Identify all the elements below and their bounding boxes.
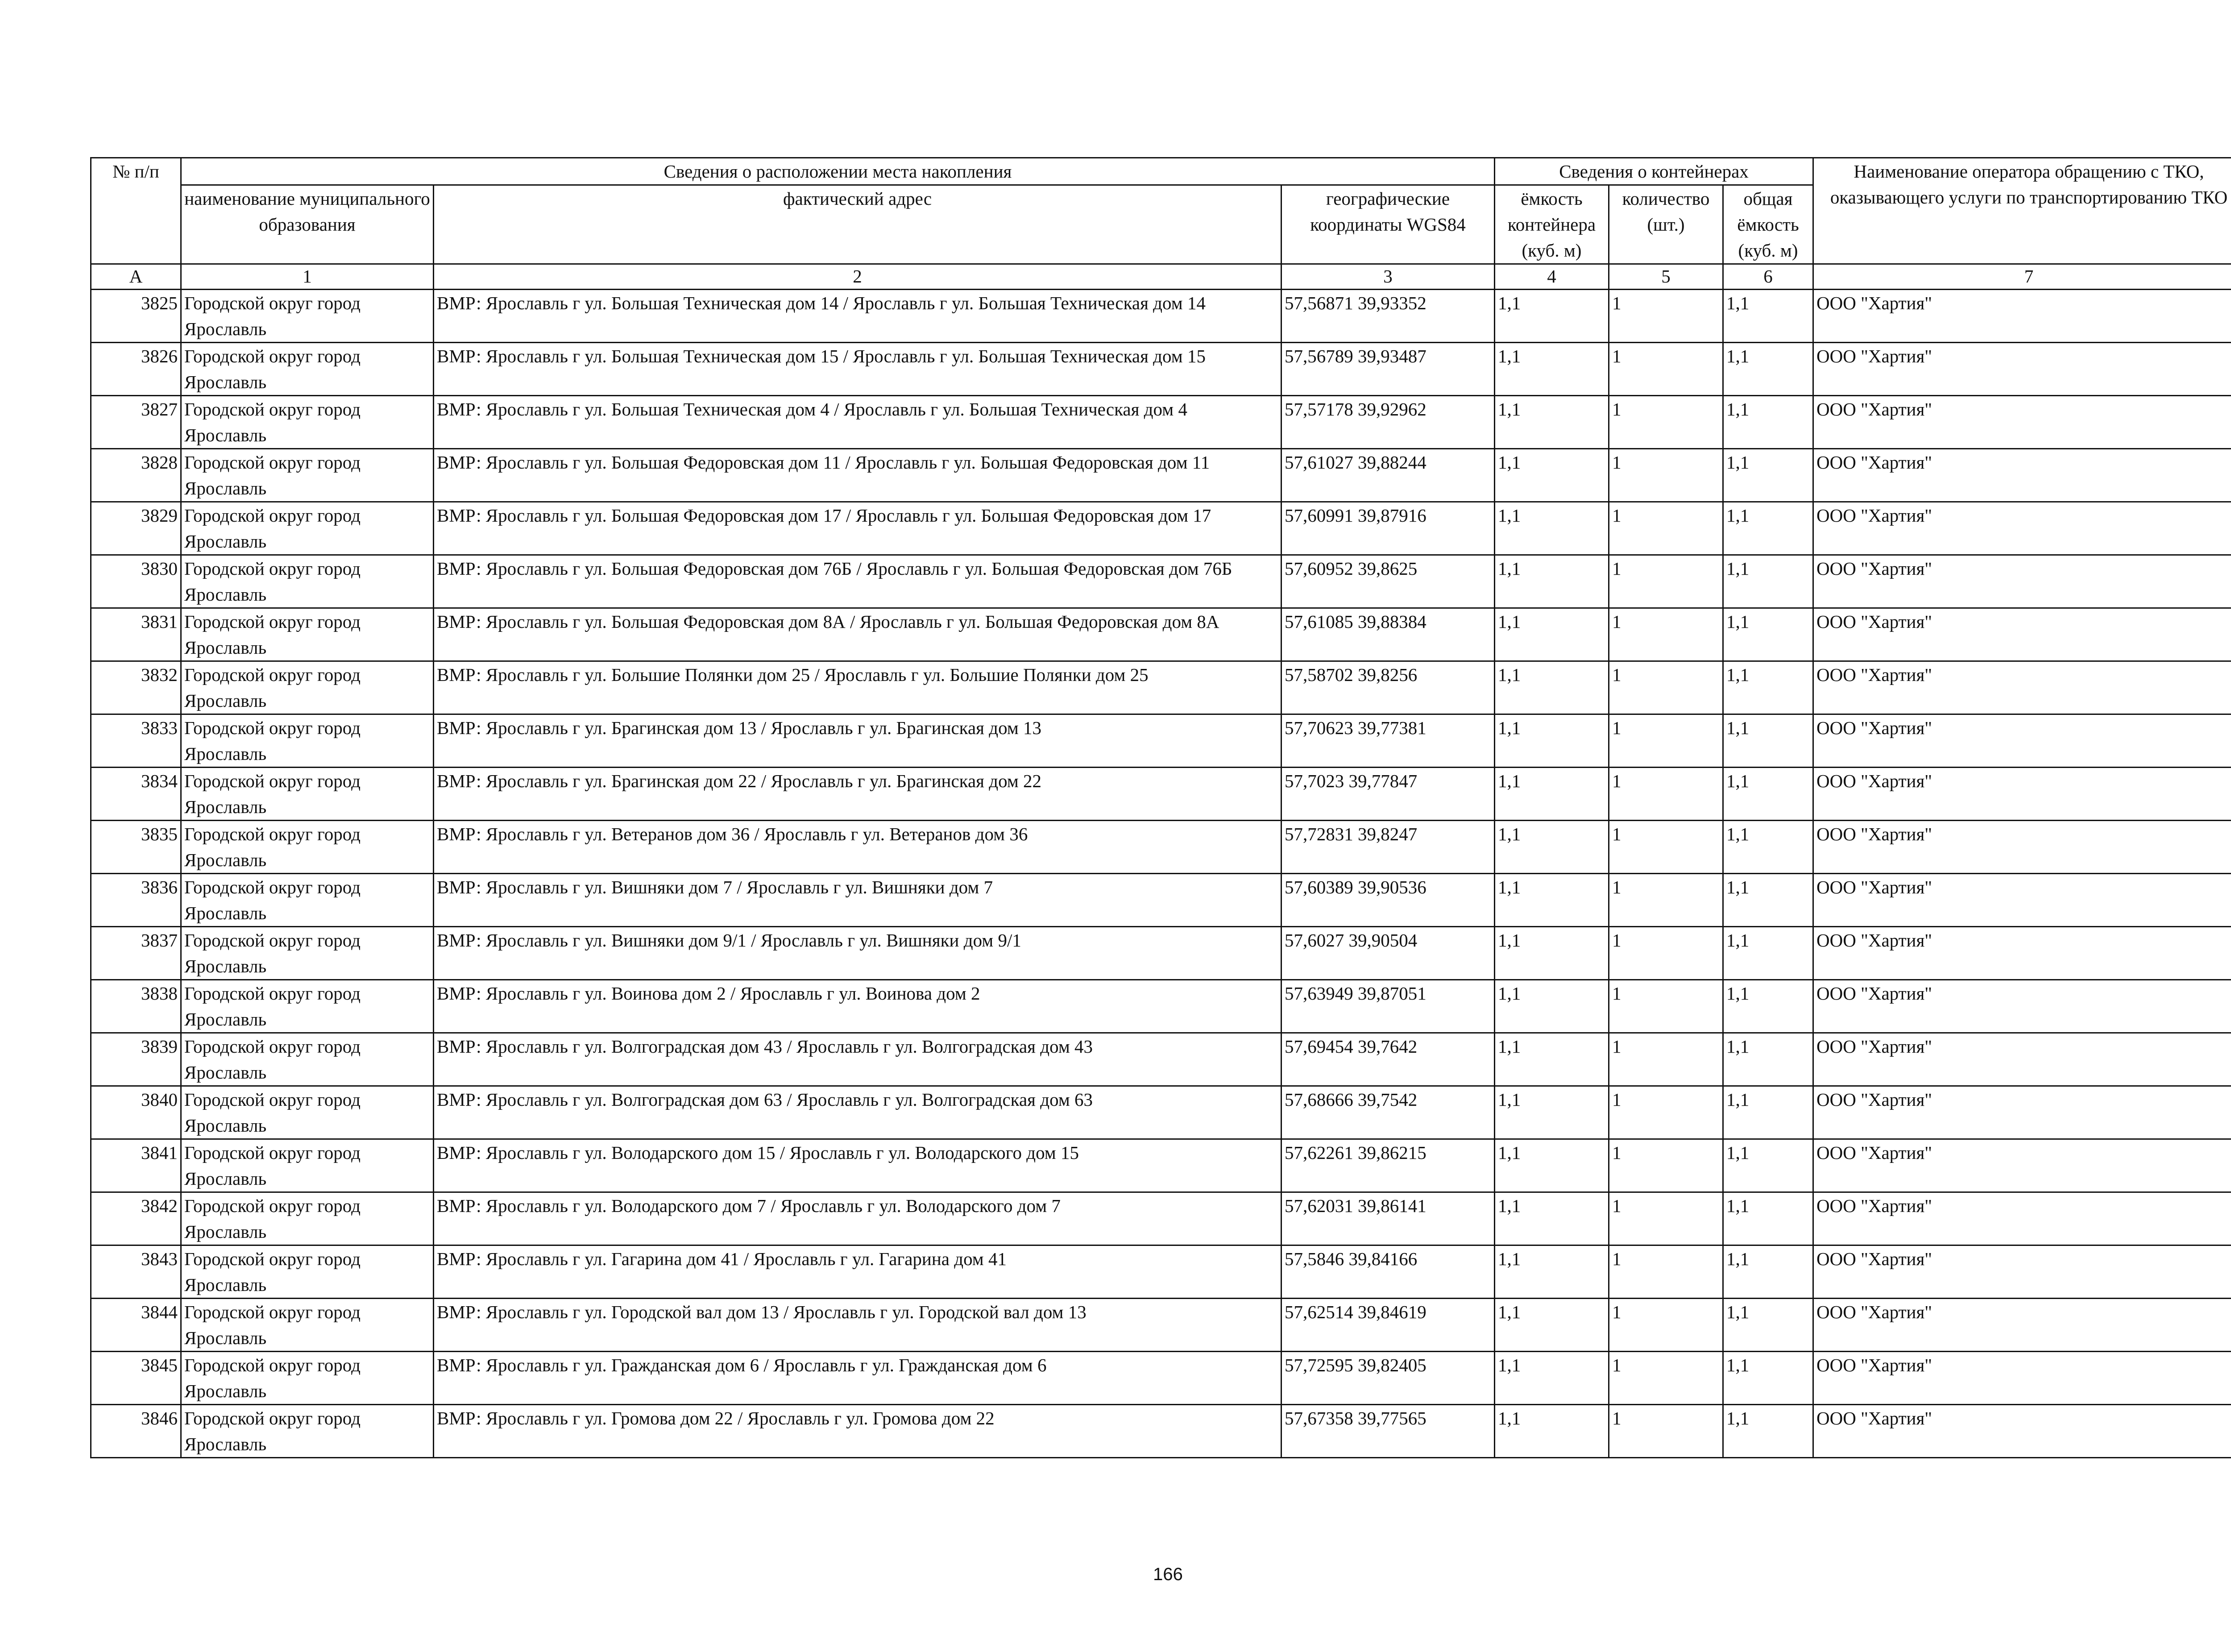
header-containers-group: Сведения о контейнерах [1495,158,1813,185]
address-cell: ВМР: Ярославль г ул. Городской вал дом 13 / Ярославль г ул. Городской вал дом 13 [434,1299,1281,1352]
municipality-cell: Городской округ город Ярославль [181,608,434,661]
total-capacity-cell: 1,1 [1723,1299,1813,1352]
quantity-cell: 1 [1609,768,1723,821]
operator-cell: ООО "Хартия" [1813,502,2231,555]
total-capacity-cell: 1,1 [1723,502,1813,555]
address-cell: ВМР: Ярославль г ул. Волгоградская дом 43 / Ярославль г ул. Волгоградская дом 43 [434,1033,1281,1086]
coordinates-cell: 57,60389 39,90536 [1281,874,1495,927]
municipality-cell: Городской округ город Ярославль [181,1245,434,1299]
quantity-cell: 1 [1609,555,1723,608]
coordinates-cell: 57,6027 39,90504 [1281,927,1495,980]
address-cell: ВМР: Ярославль г ул. Брагинская дом 13 / Ярославль г ул. Брагинская дом 13 [434,714,1281,768]
coordinates-cell: 57,68666 39,7542 [1281,1086,1495,1139]
table-row [91,396,2231,449]
capacity-cell: 1,1 [1495,1192,1609,1245]
operator-cell: ООО "Хартия" [1813,343,2231,396]
address-cell: ВМР: Ярославль г ул. Воинова дом 2 / Ярославль г ул. Воинова дом 2 [434,980,1281,1033]
municipality-cell: Городской округ город Ярославль [181,980,434,1033]
total-capacity-cell: 1,1 [1723,1405,1813,1458]
address-cell: ВМР: Ярославль г ул. Большая Федоровская дом 11 / Ярославль г ул. Большая Федоровская дом 11 [434,449,1281,502]
table-row [91,290,2231,343]
municipality-cell: Городской округ город Ярославль [181,555,434,608]
capacity-cell: 1,1 [1495,608,1609,661]
quantity-cell: 1 [1609,714,1723,768]
municipality-cell: Городской округ город Ярославль [181,927,434,980]
address-cell: ВМР: Ярославль г ул. Володарского дом 15 / Ярославль г ул. Володарского дом 15 [434,1139,1281,1192]
coordinates-cell: 57,58702 39,8256 [1281,661,1495,714]
coordinates-cell: 57,56871 39,93352 [1281,290,1495,343]
header-number: № п/п [91,158,181,264]
municipality-cell: Городской округ город Ярославль [181,714,434,768]
operator-cell: ООО "Хартия" [1813,396,2231,449]
coordinates-cell: 57,61027 39,88244 [1281,449,1495,502]
address-cell: ВМР: Ярославль г ул. Гражданская дом 6 / Ярославль г ул. Гражданская дом 6 [434,1352,1281,1405]
quantity-cell: 1 [1609,502,1723,555]
header-location-group: Сведения о расположении места накопления [181,158,1495,185]
operator-cell: ООО "Хартия" [1813,927,2231,980]
coordinates-cell: 57,63949 39,87051 [1281,980,1495,1033]
total-capacity-cell: 1,1 [1723,821,1813,874]
table-header [91,158,2231,290]
total-capacity-cell: 1,1 [1723,714,1813,768]
table-row [91,502,2231,555]
operator-cell: ООО "Хартия" [1813,1033,2231,1086]
table-row [91,874,2231,927]
quantity-cell: 1 [1609,1352,1723,1405]
table-row [91,1352,2231,1405]
total-capacity-cell: 1,1 [1723,1033,1813,1086]
municipality-cell: Городской округ город Ярославль [181,1405,434,1458]
capacity-cell: 1,1 [1495,343,1609,396]
total-capacity-cell: 1,1 [1723,768,1813,821]
address-cell: ВМР: Ярославль г ул. Володарского дом 7 / Ярославль г ул. Володарского дом 7 [434,1192,1281,1245]
operator-cell: ООО "Хартия" [1813,714,2231,768]
capacity-cell: 1,1 [1495,290,1609,343]
table-row [91,927,2231,980]
municipality-cell: Городской округ город Ярославль [181,396,434,449]
capacity-cell: 1,1 [1495,980,1609,1033]
municipality-cell: Городской округ город Ярославль [181,768,434,821]
header-index-cell: 2 [434,264,1281,290]
row-number: 3835 [91,821,181,874]
total-capacity-cell: 1,1 [1723,1192,1813,1245]
header-capacity: ёмкость контейнера (куб. м) [1495,185,1609,264]
capacity-cell: 1,1 [1495,449,1609,502]
quantity-cell: 1 [1609,1033,1723,1086]
operator-cell: ООО "Хартия" [1813,555,2231,608]
capacity-cell: 1,1 [1495,1299,1609,1352]
operator-cell: ООО "Хартия" [1813,1245,2231,1299]
table-body [91,290,2231,1458]
quantity-cell: 1 [1609,980,1723,1033]
table-row [91,449,2231,502]
capacity-cell: 1,1 [1495,768,1609,821]
address-cell: ВМР: Ярославль г ул. Большая Федоровская дом 17 / Ярославль г ул. Большая Федоровская дом 17 [434,502,1281,555]
header-index-cell: 1 [181,264,434,290]
row-number: 3839 [91,1033,181,1086]
capacity-cell: 1,1 [1495,821,1609,874]
quantity-cell: 1 [1609,1245,1723,1299]
quantity-cell: 1 [1609,874,1723,927]
address-cell: ВМР: Ярославль г ул. Большая Техническая дом 14 / Ярославль г ул. Большая Техническая дом 14 [434,290,1281,343]
table-row [91,980,2231,1033]
capacity-cell: 1,1 [1495,661,1609,714]
coordinates-cell: 57,60991 39,87916 [1281,502,1495,555]
page-number: 166 [1153,1565,1183,1584]
address-cell: ВМР: Ярославль г ул. Волгоградская дом 63 / Ярославль г ул. Волгоградская дом 63 [434,1086,1281,1139]
row-number: 3825 [91,290,181,343]
total-capacity-cell: 1,1 [1723,449,1813,502]
row-number: 3833 [91,714,181,768]
address-cell: ВМР: Ярославль г ул. Вишняки дом 7 / Ярославль г ул. Вишняки дом 7 [434,874,1281,927]
coordinates-cell: 57,62514 39,84619 [1281,1299,1495,1352]
address-cell: ВМР: Ярославль г ул. Вишняки дом 9/1 / Ярославль г ул. Вишняки дом 9/1 [434,927,1281,980]
capacity-cell: 1,1 [1495,555,1609,608]
row-number: 3843 [91,1245,181,1299]
operator-cell: ООО "Хартия" [1813,608,2231,661]
row-number: 3831 [91,608,181,661]
address-cell: ВМР: Ярославль г ул. Громова дом 22 / Ярославль г ул. Громова дом 22 [434,1405,1281,1458]
coordinates-cell: 57,67358 39,77565 [1281,1405,1495,1458]
quantity-cell: 1 [1609,1086,1723,1139]
quantity-cell: 1 [1609,396,1723,449]
total-capacity-cell: 1,1 [1723,927,1813,980]
total-capacity-cell: 1,1 [1723,1245,1813,1299]
row-number: 3836 [91,874,181,927]
header-operator: Наименование оператора обращению с ТКО, оказывающего услуги по транспортированию ТКО [1813,158,2231,264]
table-row [91,608,2231,661]
quantity-cell: 1 [1609,927,1723,980]
quantity-cell: 1 [1609,290,1723,343]
quantity-cell: 1 [1609,1139,1723,1192]
quantity-cell: 1 [1609,1299,1723,1352]
address-cell: ВМР: Ярославль г ул. Брагинская дом 22 / Ярославль г ул. Брагинская дом 22 [434,768,1281,821]
operator-cell: ООО "Хартия" [1813,821,2231,874]
capacity-cell: 1,1 [1495,874,1609,927]
operator-cell: ООО "Хартия" [1813,1405,2231,1458]
coordinates-cell: 57,62261 39,86215 [1281,1139,1495,1192]
operator-cell: ООО "Хартия" [1813,449,2231,502]
capacity-cell: 1,1 [1495,396,1609,449]
coordinates-cell: 57,72831 39,8247 [1281,821,1495,874]
address-cell: ВМР: Ярославль г ул. Большая Техническая дом 15 / Ярославль г ул. Большая Техническая дом 15 [434,343,1281,396]
coordinates-cell: 57,72595 39,82405 [1281,1352,1495,1405]
coordinates-cell: 57,57178 39,92962 [1281,396,1495,449]
table-row [91,1405,2231,1458]
row-number: 3838 [91,980,181,1033]
operator-cell: ООО "Хартия" [1813,290,2231,343]
header-quantity: количество (шт.) [1609,185,1723,264]
row-number: 3846 [91,1405,181,1458]
table-row [91,768,2231,821]
capacity-cell: 1,1 [1495,714,1609,768]
row-number: 3844 [91,1299,181,1352]
table-row [91,1033,2231,1086]
quantity-cell: 1 [1609,1192,1723,1245]
operator-cell: ООО "Хартия" [1813,1352,2231,1405]
header-index-cell: 7 [1813,264,2231,290]
operator-cell: ООО "Хартия" [1813,661,2231,714]
capacity-cell: 1,1 [1495,1245,1609,1299]
row-number: 3827 [91,396,181,449]
capacity-cell: 1,1 [1495,1139,1609,1192]
quantity-cell: 1 [1609,449,1723,502]
table-row [91,343,2231,396]
total-capacity-cell: 1,1 [1723,874,1813,927]
municipality-cell: Городской округ город Ярославль [181,1086,434,1139]
municipality-cell: Городской округ город Ярославль [181,502,434,555]
operator-cell: ООО "Хартия" [1813,1139,2231,1192]
operator-cell: ООО "Хартия" [1813,874,2231,927]
row-number: 3841 [91,1139,181,1192]
coordinates-cell: 57,56789 39,93487 [1281,343,1495,396]
header-municipality: наименование муниципального образования [181,185,434,264]
row-number: 3845 [91,1352,181,1405]
header-coordinates: географические координаты WGS84 [1281,185,1495,264]
quantity-cell: 1 [1609,343,1723,396]
registry-table [90,157,2231,1458]
table-row [91,821,2231,874]
total-capacity-cell: 1,1 [1723,555,1813,608]
total-capacity-cell: 1,1 [1723,290,1813,343]
quantity-cell: 1 [1609,608,1723,661]
row-number: 3837 [91,927,181,980]
document-page [90,157,2231,1458]
operator-cell: ООО "Хартия" [1813,1299,2231,1352]
table-row [91,1139,2231,1192]
coordinates-cell: 57,70623 39,77381 [1281,714,1495,768]
coordinates-cell: 57,5846 39,84166 [1281,1245,1495,1299]
coordinates-cell: 57,61085 39,88384 [1281,608,1495,661]
total-capacity-cell: 1,1 [1723,608,1813,661]
municipality-cell: Городской округ город Ярославль [181,343,434,396]
address-cell: ВМР: Ярославль г ул. Большая Федоровская дом 8А / Ярославль г ул. Большая Федоровская дом 8А [434,608,1281,661]
address-cell: ВМР: Ярославль г ул. Большие Полянки дом 25 / Ярославль г ул. Большие Полянки дом 25 [434,661,1281,714]
address-cell: ВМР: Ярославль г ул. Гагарина дом 41 / Ярославль г ул. Гагарина дом 41 [434,1245,1281,1299]
header-index-cell: 3 [1281,264,1495,290]
row-number: 3828 [91,449,181,502]
operator-cell: ООО "Хартия" [1813,1192,2231,1245]
total-capacity-cell: 1,1 [1723,1086,1813,1139]
row-number: 3829 [91,502,181,555]
row-number: 3840 [91,1086,181,1139]
row-number: 3834 [91,768,181,821]
operator-cell: ООО "Хартия" [1813,980,2231,1033]
address-cell: ВМР: Ярославль г ул. Ветеранов дом 36 / Ярославль г ул. Ветеранов дом 36 [434,821,1281,874]
total-capacity-cell: 1,1 [1723,343,1813,396]
header-total-capacity: общая ёмкость (куб. м) [1723,185,1813,264]
municipality-cell: Городской округ город Ярославль [181,1139,434,1192]
table-row [91,1192,2231,1245]
header-index-cell: А [91,264,181,290]
municipality-cell: Городской округ город Ярославль [181,1352,434,1405]
row-number: 3842 [91,1192,181,1245]
coordinates-cell: 57,60952 39,8625 [1281,555,1495,608]
municipality-cell: Городской округ город Ярославль [181,661,434,714]
municipality-cell: Городской округ город Ярославль [181,821,434,874]
capacity-cell: 1,1 [1495,927,1609,980]
header-index-cell: 6 [1723,264,1813,290]
quantity-cell: 1 [1609,821,1723,874]
coordinates-cell: 57,62031 39,86141 [1281,1192,1495,1245]
table-row [91,1086,2231,1139]
total-capacity-cell: 1,1 [1723,661,1813,714]
municipality-cell: Городской округ город Ярославль [181,874,434,927]
operator-cell: ООО "Хартия" [1813,768,2231,821]
header-index-cell: 5 [1609,264,1723,290]
coordinates-cell: 57,69454 39,7642 [1281,1033,1495,1086]
operator-cell: ООО "Хартия" [1813,1086,2231,1139]
header-index-cell: 4 [1495,264,1609,290]
municipality-cell: Городской округ город Ярославль [181,449,434,502]
capacity-cell: 1,1 [1495,502,1609,555]
quantity-cell: 1 [1609,1405,1723,1458]
total-capacity-cell: 1,1 [1723,396,1813,449]
table-row [91,555,2231,608]
municipality-cell: Городской округ город Ярославль [181,1033,434,1086]
total-capacity-cell: 1,1 [1723,1352,1813,1405]
table-row [91,661,2231,714]
municipality-cell: Городской округ город Ярославль [181,290,434,343]
quantity-cell: 1 [1609,661,1723,714]
capacity-cell: 1,1 [1495,1033,1609,1086]
header-address: фактический адрес [434,185,1281,264]
table-row [91,1245,2231,1299]
capacity-cell: 1,1 [1495,1352,1609,1405]
capacity-cell: 1,1 [1495,1405,1609,1458]
header-index-row [91,264,2231,290]
capacity-cell: 1,1 [1495,1086,1609,1139]
municipality-cell: Городской округ город Ярославль [181,1299,434,1352]
total-capacity-cell: 1,1 [1723,980,1813,1033]
total-capacity-cell: 1,1 [1723,1139,1813,1192]
table-row [91,1299,2231,1352]
table-row [91,714,2231,768]
row-number: 3830 [91,555,181,608]
row-number: 3826 [91,343,181,396]
municipality-cell: Городской округ город Ярославль [181,1192,434,1245]
row-number: 3832 [91,661,181,714]
coordinates-cell: 57,7023 39,77847 [1281,768,1495,821]
address-cell: ВМР: Ярославль г ул. Большая Техническая дом 4 / Ярославль г ул. Большая Техническая дом 4 [434,396,1281,449]
address-cell: ВМР: Ярославль г ул. Большая Федоровская дом 76Б / Ярославль г ул. Большая Федоровская дом 76Б [434,555,1281,608]
